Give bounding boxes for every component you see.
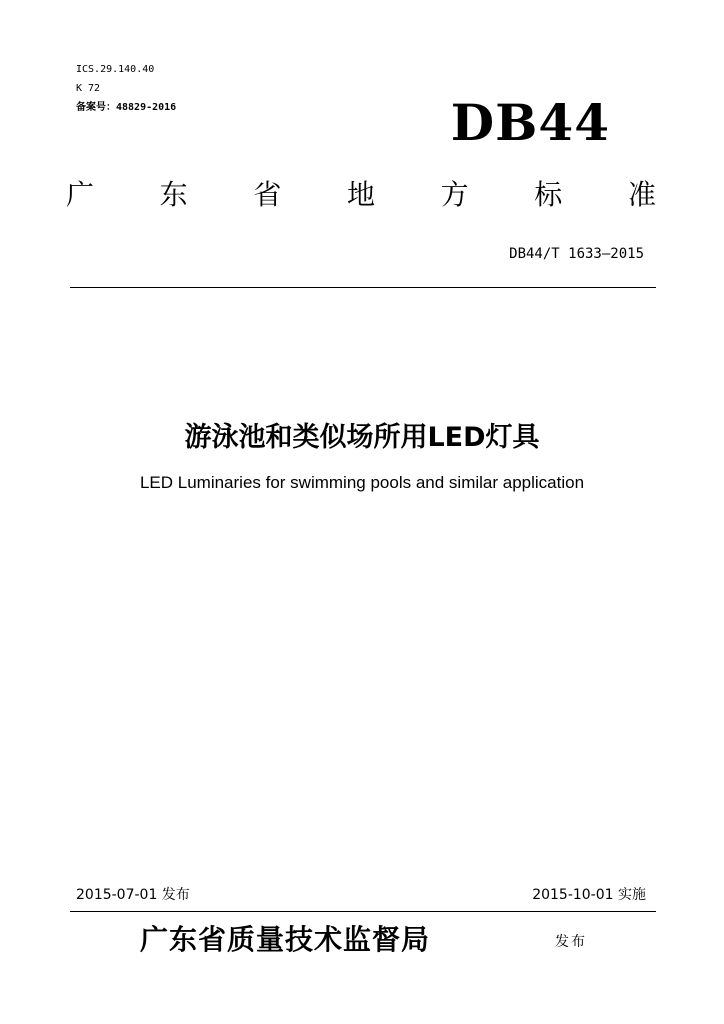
filing-number: 备案号：48829-2016 bbox=[76, 102, 177, 113]
publish-date: 2015-07-01 发布 bbox=[76, 887, 190, 903]
standard-type-char: 广 bbox=[66, 178, 95, 211]
standard-code: DB44 bbox=[450, 93, 610, 152]
issuing-authority: 广东省质量技术监督局 bbox=[140, 923, 431, 956]
standard-number: DB44/T 1633—2015 bbox=[509, 246, 644, 262]
implement-date: 2015-10-01 实施 bbox=[532, 887, 646, 903]
bottom-divider bbox=[70, 911, 656, 912]
issued-label: 发布 bbox=[555, 934, 587, 950]
standard-type-title bbox=[66, 178, 656, 212]
document-title-en: LED Luminaries for swimming pools and similar application bbox=[139, 473, 585, 492]
standard-type-char: 准 bbox=[627, 178, 656, 211]
standard-type-char: 标 bbox=[534, 178, 563, 211]
standard-type-char: 方 bbox=[440, 178, 469, 211]
document-title-cn: 游泳池和类似场所用LED灯具 bbox=[184, 422, 540, 453]
standard-type-char: 省 bbox=[253, 178, 282, 211]
ccs-code: K 72 bbox=[76, 83, 101, 94]
standard-type-char: 地 bbox=[346, 178, 375, 211]
top-divider bbox=[70, 287, 656, 288]
standard-type-char: 东 bbox=[159, 178, 188, 211]
ics-code: ICS.29.140.40 bbox=[76, 64, 155, 75]
